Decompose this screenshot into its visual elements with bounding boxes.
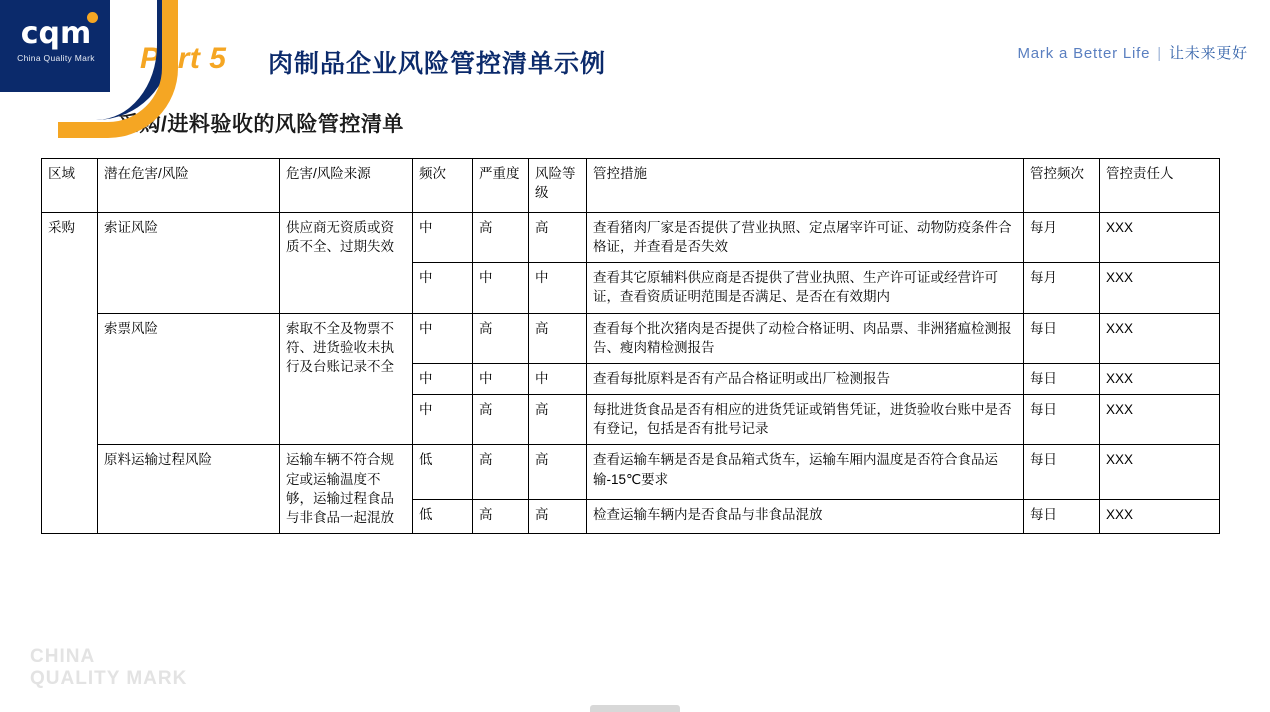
cell-control-frequency: 每日 (1024, 395, 1100, 445)
cell-severity: 高 (473, 213, 529, 263)
cell-owner: XXX (1100, 395, 1220, 445)
watermark (30, 646, 187, 690)
cell-severity: 高 (473, 395, 529, 445)
column-header-frequency: 频次 (413, 159, 473, 213)
watermark-line-1: CHINA (30, 646, 96, 667)
watermark-line-2: QUALITY MARK (30, 668, 188, 689)
cell-severity: 中 (473, 263, 529, 313)
column-header-severity: 严重度 (473, 159, 529, 213)
cell-control-measure: 查看运输车辆是否是食品箱式货车，运输车厢内温度是否符合食品运输-15℃要求 (587, 445, 1024, 500)
cell-severity: 高 (473, 500, 529, 534)
cell-control-measure: 每批进货食品是否有相应的进货凭证或销售凭证，进货验收台账中是否有登记，包括是否有批号记录 (587, 395, 1024, 445)
cell-source: 索取不全及物票不符、进货验收未执行及台账记录不全 (280, 313, 413, 445)
cell-control-frequency: 每日 (1024, 445, 1100, 500)
cell-severity: 高 (473, 445, 529, 500)
logo-mark-text: cqm (20, 16, 92, 51)
cell-owner: XXX (1100, 445, 1220, 500)
cell-hazard: 索票风险 (98, 313, 280, 445)
cell-frequency: 低 (413, 445, 473, 500)
cell-risk-level: 高 (529, 395, 587, 445)
cell-source: 供应商无资质或资质不全、过期失效 (280, 213, 413, 314)
cell-severity: 高 (473, 313, 529, 363)
bottom-tab-indicator (590, 705, 680, 712)
table-header-row (42, 159, 1220, 213)
cell-frequency: 低 (413, 500, 473, 534)
cell-risk-level: 高 (529, 313, 587, 363)
cell-frequency: 中 (413, 263, 473, 313)
cell-control-frequency: 每日 (1024, 500, 1100, 534)
column-header-source: 危害/风险来源 (280, 159, 413, 213)
cell-control-measure: 查看每批原料是否有产品合格证明或出厂检测报告 (587, 363, 1024, 394)
column-header-hazard: 潜在危害/风险 (98, 159, 280, 213)
cell-risk-level: 高 (529, 500, 587, 534)
cell-control-measure: 查看其它原辅料供应商是否提供了营业执照、生产许可证或经营许可证，查看资质证明范围是否满足、是否在有效期内 (587, 263, 1024, 313)
tagline-english: Mark a Better Life (1017, 45, 1151, 62)
column-header-owner: 管控责任人 (1100, 159, 1220, 213)
cell-control-measure: 检查运输车辆内是否食品与非食品混放 (587, 500, 1024, 534)
risk-control-table (41, 158, 1220, 534)
cell-area: 采购 (42, 213, 98, 534)
page-title: 肉制品企业风险管控清单示例 (268, 50, 607, 78)
column-header-area: 区域 (42, 159, 98, 213)
logo-subtitle-text: China Quality Mark (17, 53, 95, 63)
cqm-logo (0, 0, 110, 92)
cell-owner: XXX (1100, 263, 1220, 313)
cell-frequency: 中 (413, 313, 473, 363)
table-row (42, 313, 1220, 363)
cell-risk-level: 中 (529, 263, 587, 313)
cell-severity: 中 (473, 363, 529, 394)
cell-owner: XXX (1100, 213, 1220, 263)
column-header-risk-level: 风险等级 (529, 159, 587, 213)
cell-control-measure: 查看猪肉厂家是否提供了营业执照、定点屠宰许可证、动物防疫条件合格证，并查看是否失效 (587, 213, 1024, 263)
cell-control-frequency: 每月 (1024, 263, 1100, 313)
cell-owner: XXX (1100, 313, 1220, 363)
column-header-control-measure: 管控措施 (587, 159, 1024, 213)
cell-control-frequency: 每日 (1024, 363, 1100, 394)
tagline-divider: | (1157, 45, 1162, 62)
cell-risk-level: 高 (529, 213, 587, 263)
part-label: Part 5 (140, 42, 227, 75)
cell-source: 运输车辆不符合规定或运输温度不够，运输过程食品与非食品一起混放 (280, 445, 413, 534)
column-header-control-frequency: 管控频次 (1024, 159, 1100, 213)
cell-hazard: 索证风险 (98, 213, 280, 314)
cell-frequency: 中 (413, 363, 473, 394)
table-row (42, 213, 1220, 263)
cell-hazard: 原料运输过程风险 (98, 445, 280, 534)
cell-risk-level: 中 (529, 363, 587, 394)
tagline-chinese: 让未来更好 (1168, 45, 1248, 62)
cell-risk-level: 高 (529, 445, 587, 500)
risk-table-wrapper (41, 158, 1219, 534)
cell-frequency: 中 (413, 395, 473, 445)
cell-owner: XXX (1100, 500, 1220, 534)
cell-control-frequency: 每月 (1024, 213, 1100, 263)
section-subtitle: 采购/进料验收的风险管控清单 (118, 113, 404, 136)
cell-frequency: 中 (413, 213, 473, 263)
table-row (42, 445, 1220, 500)
tagline (1018, 42, 1249, 63)
cell-control-measure: 查看每个批次猪肉是否提供了动检合格证明、肉品票、非洲猪瘟检测报告、瘦肉精检测报告 (587, 313, 1024, 363)
cell-owner: XXX (1100, 363, 1220, 394)
cell-control-frequency: 每日 (1024, 313, 1100, 363)
